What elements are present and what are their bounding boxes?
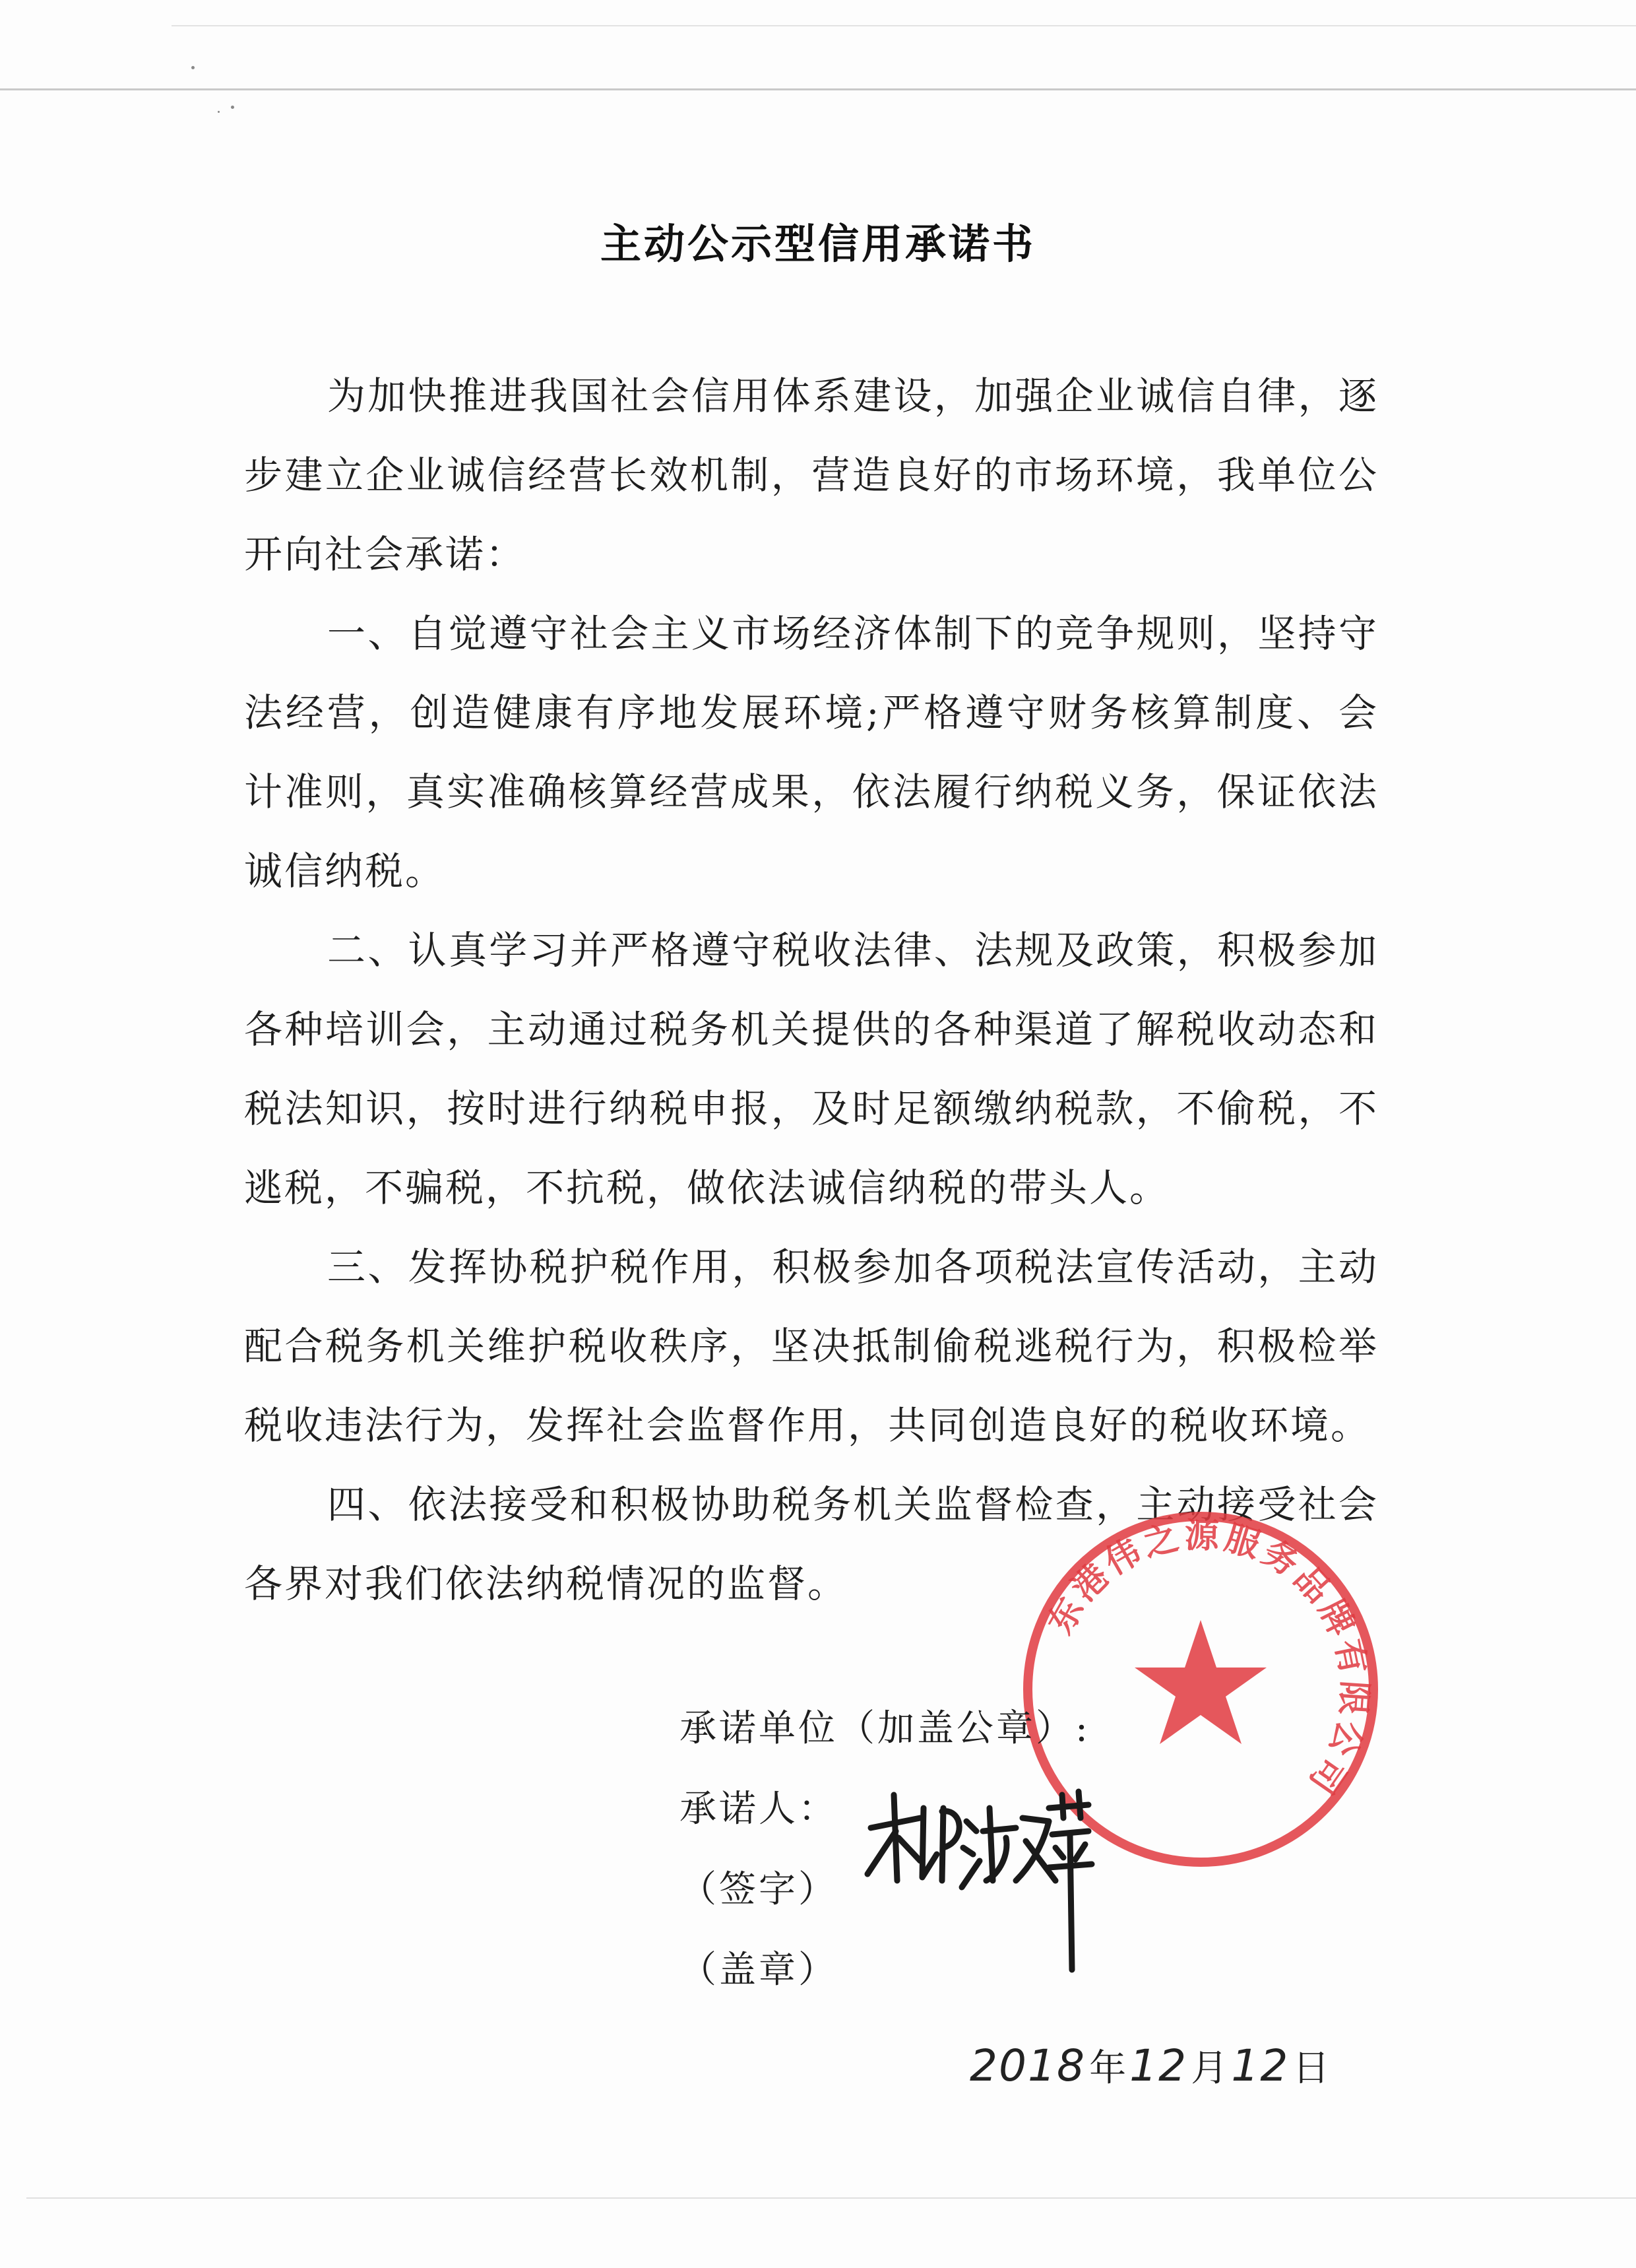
- scan-speck: [231, 106, 234, 109]
- date-month: 12: [1129, 2040, 1188, 2091]
- date-year-char: 年: [1089, 2047, 1127, 2090]
- sign-note: （签字）: [679, 1868, 838, 1911]
- date-year: 2018: [970, 2040, 1086, 2091]
- scan-speck: [191, 66, 195, 69]
- date-month-char: 月: [1191, 2047, 1228, 2090]
- paragraph-item-4: 四、依法接受和积极协助税务机关监督检查，主动接受社会各界对我们依法纳税情况的监督。: [244, 1482, 1379, 1606]
- paragraph-intro: 为加快推进我国社会信用体系建设，加强企业诚信自律，逐步建立企业诚信经营长效机制，营造良好的市场环境，我单位公开向社会承诺：: [244, 373, 1379, 577]
- scan-edge-line: [172, 25, 1636, 26]
- svg-text:东港伟之源服务品牌有限公司: 东港伟之源服务品牌有限公司: [1040, 1515, 1375, 1805]
- document-body: [244, 356, 1379, 1623]
- signing-date: [970, 2039, 1366, 2112]
- commitment-person-label: 承诺人：: [679, 1788, 838, 1831]
- paragraph-item-1: 一、自觉遵守社会主义市场经济体制下的竞争规则，坚持守法经营，创造健康有序地发展环境;严格遵守财务核算制度、会计准则，真实准确核算经营成果，依法履行纳税义务，保证依法诚信纳税。: [244, 611, 1379, 893]
- scan-edge-line: [26, 2197, 1636, 2199]
- paragraph-item-2: 二、认真学习并严格遵守税收法律、法规及政策，积极参加各种培训会，主动通过税务机关提供的各种渠道了解税收动态和税法知识，按时进行纳税申报，及时足额缴纳税款，不偷税，不逃税，不骗税，不抗税，做依法诚信纳税的带头人。: [244, 928, 1379, 1210]
- commitment-unit-label: 承诺单位（加盖公章）:: [679, 1707, 1090, 1750]
- document-title: 主动公示型信用承诺书: [600, 220, 1036, 268]
- scan-speck: [218, 111, 220, 113]
- handwritten-signature: [858, 1782, 1095, 1980]
- paragraph-item-3: 三、发挥协税护税作用，积极参加各项税法宣传活动，主动配合税务机关维护税收秩序，坚决抵制偷税逃税行为，积极检举税收违法行为，发挥社会监督作用，共同创造良好的税收环境。: [244, 1245, 1379, 1448]
- scan-edge-line: [0, 88, 1636, 90]
- stamp-note: （盖章）: [679, 1949, 838, 1992]
- date-day-char: 日: [1292, 2047, 1330, 2090]
- date-day: 12: [1231, 2040, 1290, 2091]
